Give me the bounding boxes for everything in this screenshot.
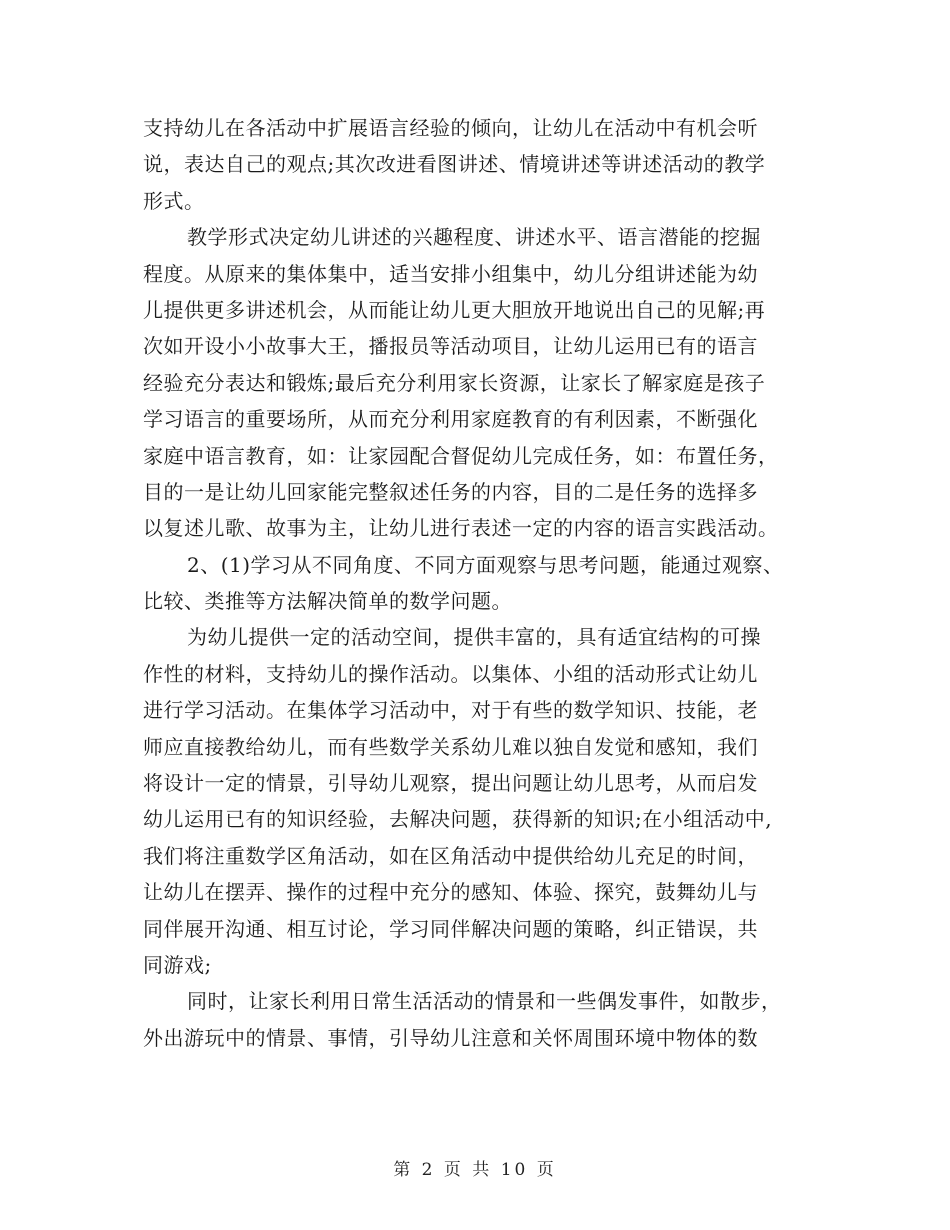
text-line: 说，表达自己的观点;其次改进看图讲述、情境讲述等讲述活动的教学 xyxy=(143,152,766,177)
text-line: 支持幼儿在各活动中扩展语言经验的倾向，让幼儿在活动中有机会听 xyxy=(143,116,758,140)
page-number-footer: 第 2 页 共 10 页 xyxy=(393,1160,557,1180)
text-line: 教学形式决定幼儿讲述的兴趣程度、讲述水平、语言潜能的挖掘 xyxy=(187,225,761,250)
text-line: 作性的材料，支持幼儿的操作活动。以集体、小组的活动形式让幼儿 xyxy=(143,661,758,686)
text-line: 次如开设小小故事大王，播报员等活动项目，让幼儿运用已有的语言 xyxy=(143,334,758,359)
text-line: 以复述儿歌、故事为主，让幼儿进行表述一定的内容的语言实践活动。 xyxy=(143,516,779,541)
text-line: 比较、类推等方法解决简单的数学问题。 xyxy=(143,589,512,614)
text-line: 师应直接教给幼儿，而有些数学关系幼儿难以独自发觉和感知，我们 xyxy=(143,734,758,759)
text-line: 进行学习活动。在集体学习活动中，对于有些的数学知识、技能，老 xyxy=(143,698,758,723)
text-line: 将设计一定的情景，引导幼儿观察，提出问题让幼儿思考，从而启发 xyxy=(143,771,758,796)
text-line: 形式。 xyxy=(143,188,205,213)
text-line: 同时，让家长利用日常生活活动的情景和一些偶发事件，如散步， xyxy=(187,989,782,1014)
text-line: 家庭中语言教育，如：让家园配合督促幼儿完成任务，如：布置任务， xyxy=(143,443,779,468)
text-line: 我们将注重数学区角活动，如在区角活动中提供给幼儿充足的时间， xyxy=(143,843,758,868)
text-line: 程度。从原来的集体集中，适当安排小组集中，幼儿分组讲述能为幼 xyxy=(143,261,758,286)
text-line: 让幼儿在摆弄、操作的过程中充分的感知、体验、探究，鼓舞幼儿与 xyxy=(143,880,758,905)
text-line: 2、(1)学习从不同角度、不同方面观察与思考问题，能通过观察、 xyxy=(187,552,784,577)
text-line: 幼儿运用已有的知识经验，去解决问题，获得新的知识;在小组活动中, xyxy=(143,807,773,832)
text-line: 为幼儿提供一定的活动空间，提供丰富的，具有适宜结构的可操 xyxy=(187,625,761,650)
text-line: 同伴展开沟通、相互讨论，学习同伴解决问题的策略，纠正错误，共 xyxy=(143,916,758,941)
document-body xyxy=(143,110,813,1056)
text-line: 经验充分表达和锻炼;最后充分利用家长资源，让家长了解家庭是孩子 xyxy=(143,370,766,395)
text-line: 外出游玩中的情景、事情，引导幼儿注意和关怀周围环境中物体的数 xyxy=(143,1025,758,1050)
text-line: 学习语言的重要场所，从而充分利用家庭教育的有利因素，不断强化 xyxy=(143,407,758,432)
text-line: 儿提供更多讲述机会，从而能让幼儿更大胆放开地说出自己的见解;再 xyxy=(143,297,766,322)
text-line: 目的一是让幼儿回家能完整叙述任务的内容，目的二是任务的选择多 xyxy=(143,479,758,504)
text-line: 同游戏; xyxy=(143,952,212,977)
